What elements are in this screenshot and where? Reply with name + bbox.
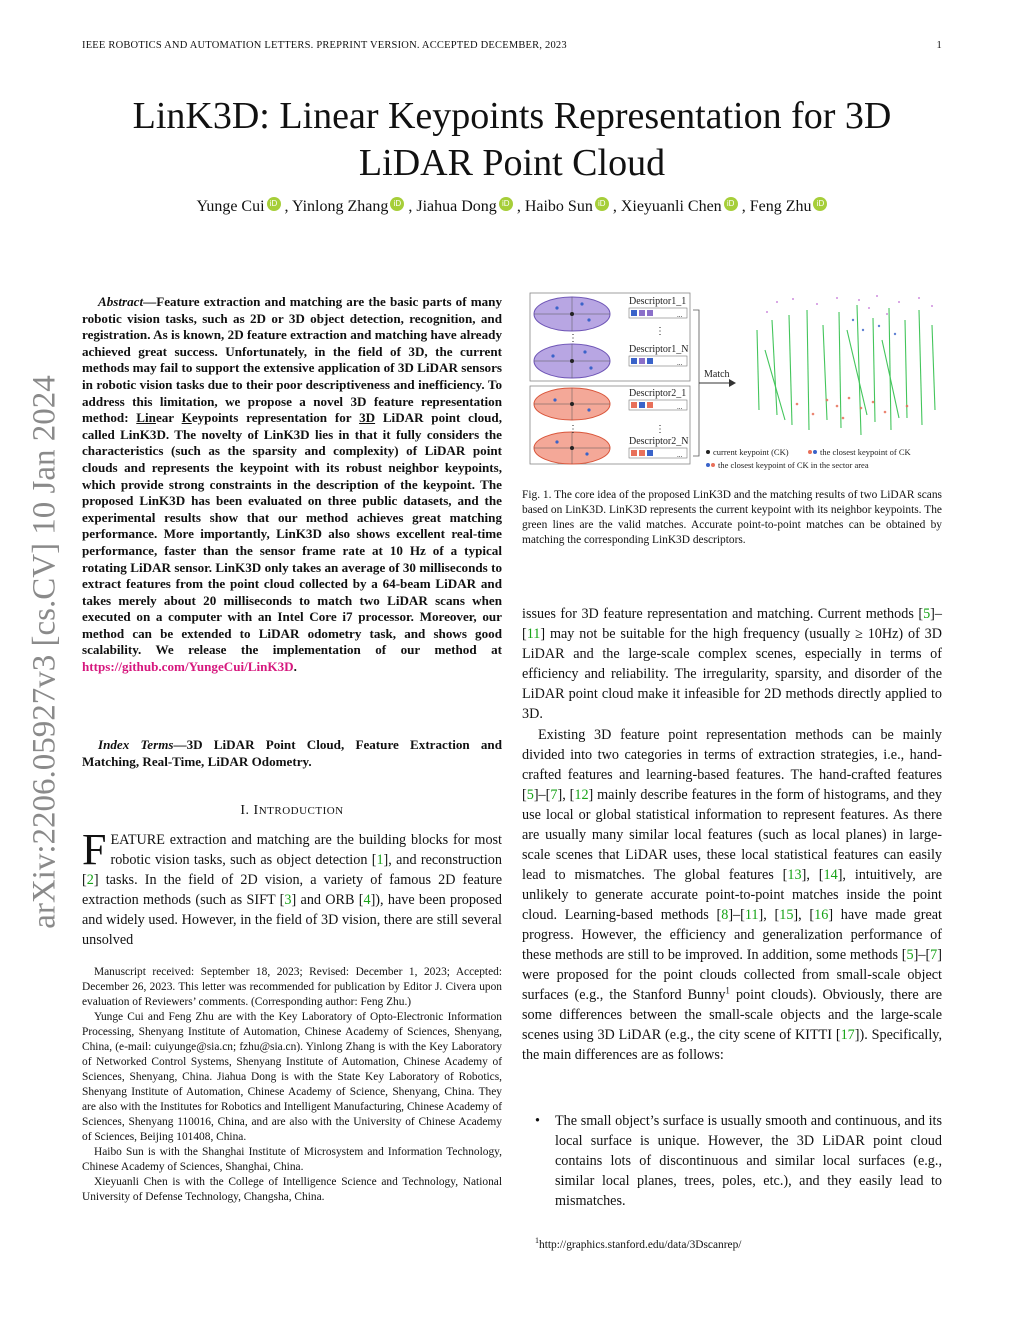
figure-1 <box>527 290 947 480</box>
author[interactable]: Xieyuanli Chen <box>620 198 722 215</box>
drop-cap: F <box>82 825 107 874</box>
svg-text:⋮: ⋮ <box>655 424 665 435</box>
footnote: Yunge Cui and Feng Zhu are with the Key Laboratory of Opto-Electronic Information Processing, Shenyang Institute of Automation, Chinese Academy of Sciences, Shenyang, China, (e-mail: cuiyunge@sia.cn; fzhu@sia.cn). Yinlong Zhang is with the Key Laboratory of Networked Control Systems, Shenyang Institute of Automation, Chinese Academy of Sciences, Shenyang, China. Jiahua Dong is with the State Key Laboratory of Robotics, Shenyang Institute of Automation, Chinese Academy of Science, Shenyang, China. They are also with the Institutes for Robotics and Intelligent Manufacturing, Chinese Academy of Sciences, Shenyang 110016, China, and are also with the University of Chinese Academy of Sciences, Beijing 101408, China. <box>82 1011 502 1143</box>
index-terms-label: Index Terms <box>98 737 174 752</box>
orcid-icon[interactable]: iD <box>813 197 827 211</box>
svg-text:...: ... <box>677 311 683 319</box>
legend-sector-icon <box>711 463 715 467</box>
descriptor-row-4 <box>629 448 687 459</box>
orcid-icon[interactable]: iD <box>267 197 281 211</box>
author[interactable]: Yunge Cui <box>196 198 265 215</box>
orcid-icon[interactable]: iD <box>595 197 609 211</box>
citation-link[interactable]: 4 <box>363 892 371 908</box>
running-header <box>82 40 942 51</box>
point-cloud-matches <box>737 293 942 443</box>
author-list: Yunge Cui iD , Yinlong Zhang iD , Jiahua Dong iD , Haibo Sun iD , Xieyuanli Chen iD , Feng Zhu iD <box>82 198 942 216</box>
svg-text:...: ... <box>677 451 683 459</box>
descriptor-label: Descriptor1_N <box>629 344 689 355</box>
citation-link[interactable]: 7 <box>550 787 558 803</box>
footnote: Xieyuanli Chen is with the College of Intelligence Science and Technology, National University of Defense Technology, Changsha, China. <box>82 1176 502 1203</box>
author[interactable]: Yinlong Zhang <box>291 198 389 215</box>
index-terms: Index Terms—3D LiDAR Point Cloud, Feature Extraction and Matching, Real-Time, LiDAR Odometry. <box>82 737 502 769</box>
citation-link[interactable]: 2 <box>86 872 94 888</box>
section-heading: I. INTRODUCTION <box>240 803 344 818</box>
citation-link[interactable]: 11 <box>526 626 541 642</box>
descriptor-row-1 <box>629 308 687 319</box>
author[interactable]: Feng Zhu <box>749 198 812 215</box>
footnote: Haibo Sun is with the Shanghai Institute of Microsystem and Information Technology, Chinese Academy of Sciences, Shanghai, China. <box>82 1146 502 1173</box>
paper-title: LinK3D: Linear Keypoints Representation for 3D LiDAR Point Cloud <box>132 95 892 184</box>
footnote: Manuscript received: September 18, 2023; Revised: December 1, 2023; Accepted: December 26, 2023. This letter was recommended for publication by Editor J. Civera upon evaluation of Reviewers’ comments. (Corresponding author: Feng Zhu.) <box>82 966 502 1008</box>
abstract: Abstract—Feature extraction and matching are the basic parts of many robotic vision tasks, such as 2D or 3D object detection, recognition, and registration. As is known, 2D feature extraction and matching have already achieved great success. Unfortunately, in the field of 3D, the current methods may fail to support the extensive application of 3D LiDAR sensors in robotic vision tasks due to their poor descriptiveness and inefficiency. To address this limitation, we propose a novel 3D feature representation method: Linear Keypoints representation for 3D LiDAR point cloud, called LinK3D. The novelty of LinK3D lies in that it fully considers the characteristics (such as the sparsity and complexity) of LiDAR point clouds and represents the keypoint with its robust neighbor keypoints, which provide strong constraints in the description of the keypoint. The proposed LinK3D has been evaluated on three public datasets, and the experimental results show that our method achieves great matching performance. More importantly, LinK3D also shows excellent real-time performance, faster than the sensor frame rate at 10 Hz of a typical rotating LiDAR sensor. LinK3D only takes an average of 30 milliseconds to extract features from the point cloud collected by a 64-beam LiDAR and takes merely about 20 milliseconds to match two LiDAR scans when executed on a computer with an Intel Core i7 processor. Moreover, our method can be extended to LiDAR odometry task, and shows good scalability. We release the implementation of our method at https://github.com/YungeCui/LinK3D. <box>82 294 502 675</box>
citation-link[interactable]: 17 <box>840 1027 855 1043</box>
legend-current-icon <box>706 450 710 454</box>
orcid-icon[interactable]: iD <box>724 197 738 211</box>
citation-link[interactable]: 5 <box>906 947 914 963</box>
vdots: ⋮ <box>568 424 578 435</box>
citation-link[interactable]: 7 <box>930 947 938 963</box>
journal-header: IEEE ROBOTICS AND AUTOMATION LETTERS. PREPRINT VERSION. ACCEPTED DECEMBER, 2023 <box>82 40 567 51</box>
list-item: • The small object’s surface is usually smooth and continuous, and its local surface is unique. However, the 3D LiDAR point cloud contains lots of discontinuous and similar local surfaces (e.g., similar local planes, trees, poles, etc.), and they easily lead to mismatches. <box>535 1113 942 1209</box>
citation-link[interactable]: 16 <box>814 907 829 923</box>
descriptor-label: Descriptor2_N <box>629 436 689 447</box>
orcid-icon[interactable]: iD <box>499 197 513 211</box>
legend-sector: the closest keypoint of CK in the sector area <box>718 460 869 470</box>
svg-text:⋮: ⋮ <box>655 326 665 337</box>
citation-link[interactable]: 1 <box>376 852 384 868</box>
arxiv-stamp <box>22 362 68 942</box>
citation-link[interactable]: 11 <box>744 907 759 923</box>
match-label: Match <box>704 369 730 380</box>
legend-closest: the closest keypoint of CK <box>820 447 911 457</box>
orcid-icon[interactable]: iD <box>390 197 404 211</box>
citation-link[interactable]: 13 <box>787 867 802 883</box>
bullet-icon: • <box>535 1113 540 1129</box>
legend-current: current keypoint (CK) <box>713 447 789 457</box>
citation-link[interactable]: 5 <box>526 787 534 803</box>
code-link[interactable]: https://github.com/YungeCui/LinK3D <box>82 659 294 675</box>
svg-text:...: ... <box>677 403 683 411</box>
descriptor-label: Descriptor2_1 <box>629 388 687 399</box>
descriptor-row-3 <box>629 400 687 411</box>
author[interactable]: Haibo Sun <box>524 198 593 215</box>
citation-link[interactable]: 15 <box>779 907 794 923</box>
author[interactable]: Jiahua Dong <box>416 198 497 215</box>
svg-text:...: ... <box>677 359 683 367</box>
footnote-url: $^1$http://graphics.stanford.edu/data/3Dscanrep/ <box>535 1236 742 1251</box>
citation-link[interactable]: 3 <box>284 892 292 908</box>
citation-link[interactable]: 14 <box>823 867 838 883</box>
footnote-mark[interactable]: 1 <box>725 985 730 996</box>
figure-caption: Fig. 1. The core idea of the proposed LinK3D and the matching results of two LiDAR scans based on LinK3D. LinK3D represents the current keypoint with its neighbor keypoints. The green lines are the valid matches. Accurate point-to-point matches can be obtained by matching the corresponding LinK3D descriptors. <box>522 489 942 546</box>
page-number: 1 <box>936 40 942 51</box>
abstract-label: Abstract <box>98 294 144 309</box>
descriptor-label: Descriptor1_1 <box>629 296 687 307</box>
intro-paragraph: FEATURE extraction and matching are the building blocks for most robotic vision tasks, such as object detection [1], and reconstruction [2] tasks. In the field of 2D vision, a variety of famous 2D feature extraction methods (such as SIFT [3] and ORB [4]), have been proposed and widely used. However, in the field of 3D vision, there are still several unsolved <box>82 825 503 948</box>
legend-closest-icon <box>813 450 817 454</box>
paragraph: issues for 3D feature representation and matching. Current methods [5]–[11] may not be suitable for the high frequency (usually ≥ 10Hz) of 3D LiDAR and the large-scale complex scenes, especially in terms of efficiency and reliability. The irregularity, sparsity, and disorder of the LiDAR point cloud make it infeasible for 2D methods directly applied to 3D. <box>522 606 942 722</box>
citation-link[interactable]: 8 <box>721 907 729 923</box>
descriptor-row-2 <box>629 356 687 367</box>
citation-link[interactable]: 12 <box>574 787 589 803</box>
footnote-link[interactable]: http://graphics.stanford.edu/data/3Dscanrep/ <box>539 1238 742 1251</box>
citation-link[interactable]: 5 <box>923 606 931 622</box>
paragraph: Existing 3D feature point representation methods can be mainly divided into two categories in terms of extraction strategies, i.e., hand-crafted features and learning-based features. The hand-crafted features [5]–[7], [12] mainly describe features in the form of histograms, and they use local or global statistical information to represent features. As there are usually many similar local features (such as local planes) in large-scale scenes that LiDAR uses, these local statistical features can easily lead to mismatches. The global features [13], [14], intuitively, are unlikely to generate accurate point-to-point matches inside the point cloud. Learning-based methods [8]–[11], [15], [16] have made great progress. However, the efficiency and generalization performance of these methods are still to be improved. In addition, some methods [5]–[7] were proposed for the point clouds collected from small-scale object surfaces (e.g., the Stanford Bunny$^1$ point clouds). Obviously, there are some differences between the small-scale objects and the large-scale scenes using 3D LiDAR (e.g., the city scene of KITTI [17]). Specifically, the main differences are as follows: <box>522 727 943 1063</box>
vdots: ⋮ <box>568 333 578 344</box>
footnotes <box>82 965 502 1205</box>
arxiv-id[interactable]: arXiv:2206.05927v3 [cs.CV] 10 Jan 2024 <box>26 375 63 929</box>
